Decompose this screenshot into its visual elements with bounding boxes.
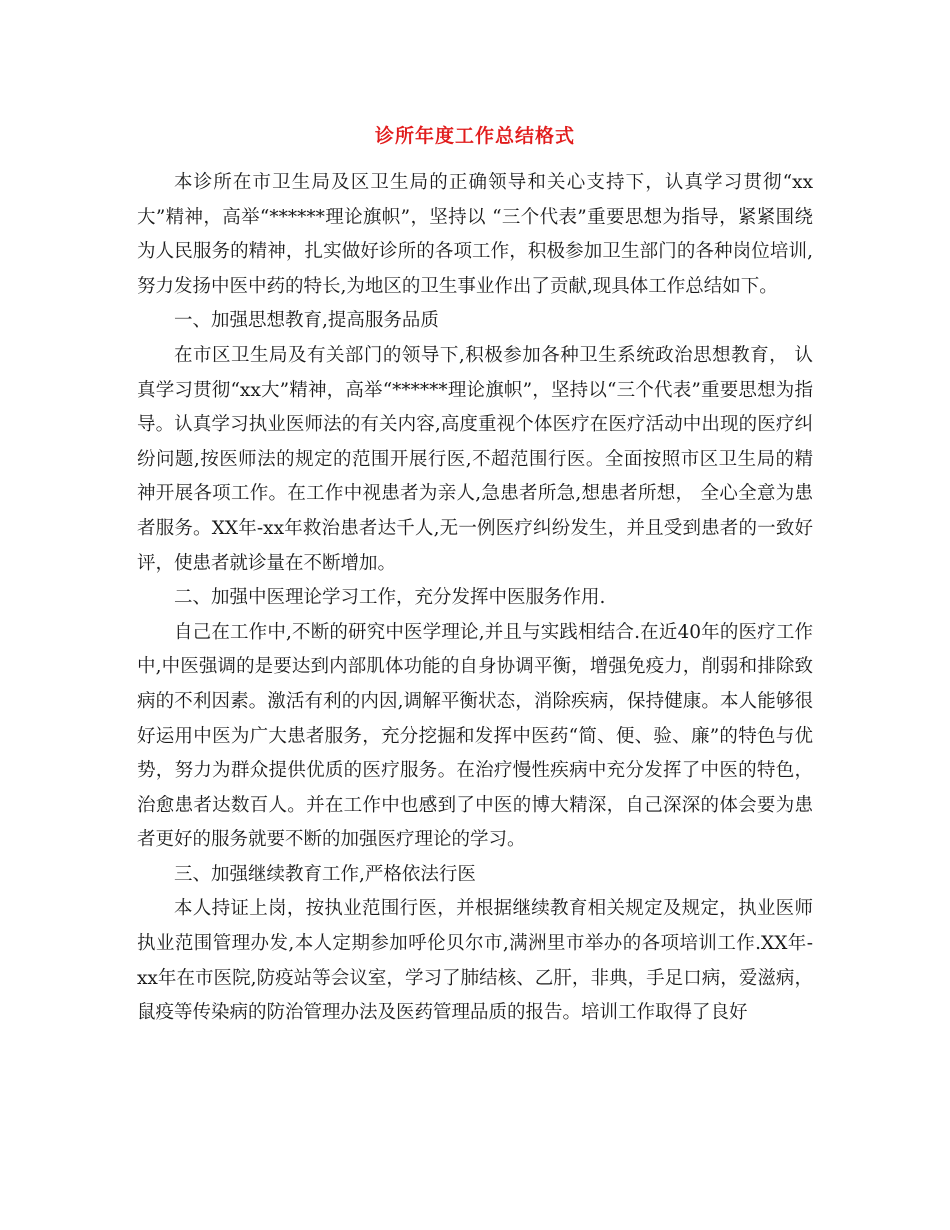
section-3-heading: 三、加强继续教育工作,严格依法行医 [174,863,476,885]
section-2-heading: 二、加强中医理论学习工作，充分发挥中医服务作用. [174,587,606,609]
section-3-paragraph: 本人持证上岗，按执业范围行医，并根据继续教育相关规定及规定，执业医师执业范围管理办发,本人定期参加呼伦贝尔市,满洲里市举办的各项培训工作.XX年-xx年在市医院,防疫站等会议室，学习了肺结核、乙肝，非典，手足口病，爱滋病，鼠疫等传染病的防治管理办法及医药管理品质的报告。培训工作取得了良好 [137,898,813,1024]
document-title: 诊所年度工作总结格式 [374,125,575,147]
section-1-heading: 一、加强思想教育,提高服务品质 [174,310,439,332]
section-1-paragraph: 在市区卫生局及有关部门的领导下,积极参加各种卫生系统政治思想教育， 认真学习贯彻“xx大”精神，高举“******理论旗帜”，坚持以“三个代表”重要思想为指导。认真学习执业医师法的有关内容,高度重视个体医疗在医疗活动中出现的医疗纠纷问题,按医师法的规定的范围开展行医,不超范围行医。全面按照市区卫生局的精神开展各项工作。在工作中视患者为亲人,急患者所急,想患者所想， 全心全意为患者服务。XX年-xx年救治患者达千人,无一例医疗纠纷发生，并且受到患者的一致好评，使患者就诊量在不断增加。 [137,344,813,574]
section-2-paragraph: 自己在工作中,不断的研究中医学理论,并且与实践相结合.在近40年的医疗工作中,中医强调的是要达到内部肌体功能的自身协调平衡，增强免疫力，削弱和排除致病的不利因素。激活有利的内因,调解平衡状态，消除疾病，保持健康。本人能够很好运用中医为广大患者服务，充分挖掘和发挥中医药“简、便、验、廉”的特色与优势，努力为群众提供优质的医疗服务。在治疗慢性疾病中充分发挥了中医的特色，治愈患者达数百人。并在工作中也感到了中医的博大精深，自己深深的体会要为患者更好的服务就要不断的加强医疗理论的学习。 [137,621,813,851]
intro-paragraph: 本诊所在市卫生局及区卫生局的正确领导和关心支持下，认真学习贯彻“xx大”精神，高举“******理论旗帜”，坚持以 “三个代表”重要思想为指导，紧紧围绕为人民服务的精神，扎实做好诊所的各项工作，积极参加卫生部门的各种岗位培训,努力发扬中医中药的特长,为地区的卫生事业作出了贡献,现具体工作总结如下。 [137,172,813,297]
document-body [137,166,813,1031]
